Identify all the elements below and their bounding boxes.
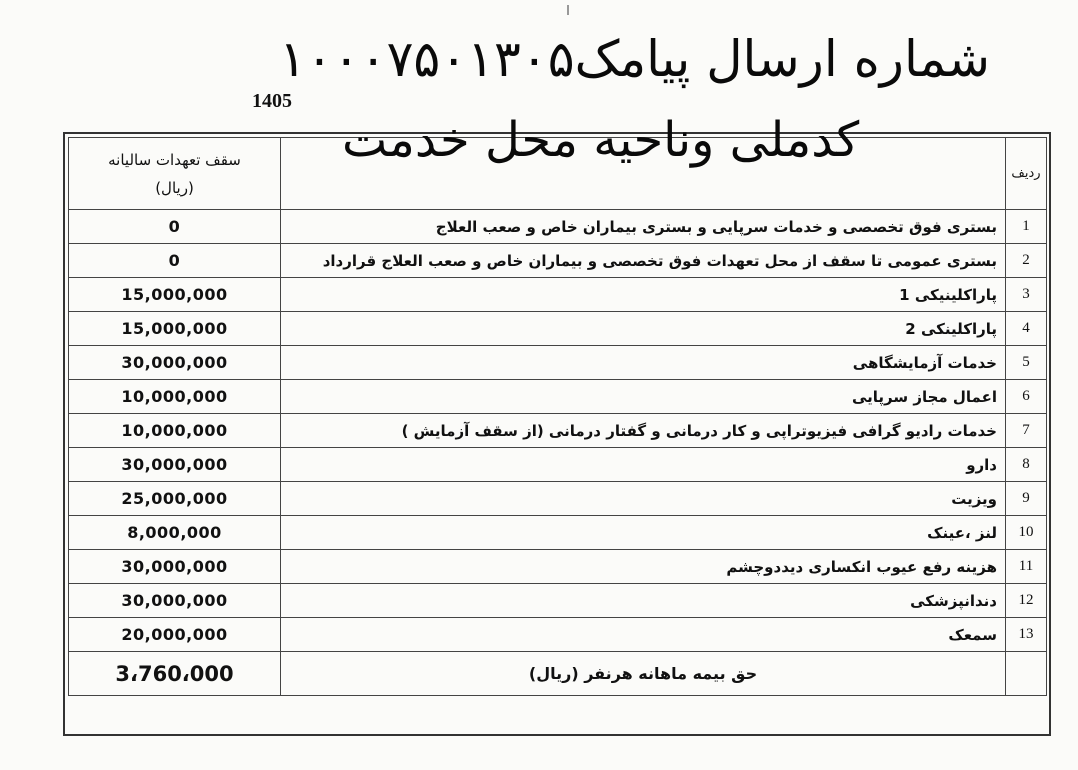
row-description: خدمات رادیو گرافی فیزیوتراپی و کار درمانی و گفتار درمانی (از سقف آزمایش )	[281, 414, 1006, 448]
row-description: هزینه رفع عیوب انکساری دیددوچشم	[281, 550, 1006, 584]
row-description: بستری فوق تخصصی و خدمات سرپایی و بستری بیماران خاص و صعب العلاج	[281, 210, 1006, 244]
row-number: 11	[1006, 550, 1047, 584]
row-annual-ceiling: 0	[69, 210, 281, 244]
table-row	[69, 380, 1047, 414]
header-annual-ceiling-unit: (ریال)	[155, 178, 194, 197]
handwritten-sms-number: شماره ارسال پیامک۱۰۰۰۷۵۰۱۳۰۵	[279, 30, 990, 88]
table-row	[69, 414, 1047, 448]
table-row	[69, 550, 1047, 584]
header-annual-ceiling	[69, 138, 281, 210]
row-annual-ceiling: 20,000,000	[69, 618, 281, 652]
table-row	[69, 312, 1047, 346]
row-description: پاراکلینیکی 1	[281, 278, 1006, 312]
table-row	[69, 618, 1047, 652]
row-number: 10	[1006, 516, 1047, 550]
total-row	[69, 652, 1047, 696]
row-number: 12	[1006, 584, 1047, 618]
total-empty-cell	[1006, 652, 1047, 696]
row-annual-ceiling: 8,000,000	[69, 516, 281, 550]
row-number: 1	[1006, 210, 1047, 244]
row-annual-ceiling: 15,000,000	[69, 278, 281, 312]
header-annual-ceiling-title: سقف تعهدات سالیانه	[108, 150, 241, 169]
row-annual-ceiling: 30,000,000	[69, 584, 281, 618]
row-description: لنز ،عینک	[281, 516, 1006, 550]
insurance-coverage-table	[68, 137, 1047, 696]
row-annual-ceiling: 10,000,000	[69, 414, 281, 448]
row-annual-ceiling: 30,000,000	[69, 550, 281, 584]
row-description: اعمال مجاز سرپایی	[281, 380, 1006, 414]
row-description: ویزیت	[281, 482, 1006, 516]
row-description: خدمات آزمایشگاهی	[281, 346, 1006, 380]
row-description: دندانپزشکی	[281, 584, 1006, 618]
row-annual-ceiling: 0	[69, 244, 281, 278]
header-row-number: ردیف	[1006, 138, 1047, 210]
table-row	[69, 210, 1047, 244]
row-annual-ceiling: 10,000,000	[69, 380, 281, 414]
row-annual-ceiling: 15,000,000	[69, 312, 281, 346]
row-annual-ceiling: 30,000,000	[69, 346, 281, 380]
table-row	[69, 584, 1047, 618]
year-fragment: 1405	[252, 90, 292, 112]
table-row	[69, 346, 1047, 380]
handwritten-national-id-note: کدملی وناحیه محل خدمت	[342, 112, 860, 168]
table-row	[69, 482, 1047, 516]
row-number: 4	[1006, 312, 1047, 346]
row-description: پاراکلینکی 2	[281, 312, 1006, 346]
row-number: 9	[1006, 482, 1047, 516]
table-row	[69, 516, 1047, 550]
row-annual-ceiling: 30,000,000	[69, 448, 281, 482]
row-number: 6	[1006, 380, 1047, 414]
row-number: 7	[1006, 414, 1047, 448]
row-annual-ceiling: 25,000,000	[69, 482, 281, 516]
row-description: دارو	[281, 448, 1006, 482]
row-description: بستری عمومی تا سقف از محل تعهدات فوق تخصصی و بیماران خاص و صعب العلاج قرارداد	[281, 244, 1006, 278]
total-amount: 3،760،000	[69, 652, 281, 696]
row-number: 2	[1006, 244, 1047, 278]
table-row	[69, 244, 1047, 278]
row-number: 8	[1006, 448, 1047, 482]
total-label: حق بیمه ماهانه هرنفر (ریال)	[281, 652, 1006, 696]
table-row	[69, 448, 1047, 482]
table-row	[69, 278, 1047, 312]
row-number: 13	[1006, 618, 1047, 652]
row-number: 5	[1006, 346, 1047, 380]
scan-mark	[567, 5, 569, 15]
row-number: 3	[1006, 278, 1047, 312]
row-description: سمعک	[281, 618, 1006, 652]
